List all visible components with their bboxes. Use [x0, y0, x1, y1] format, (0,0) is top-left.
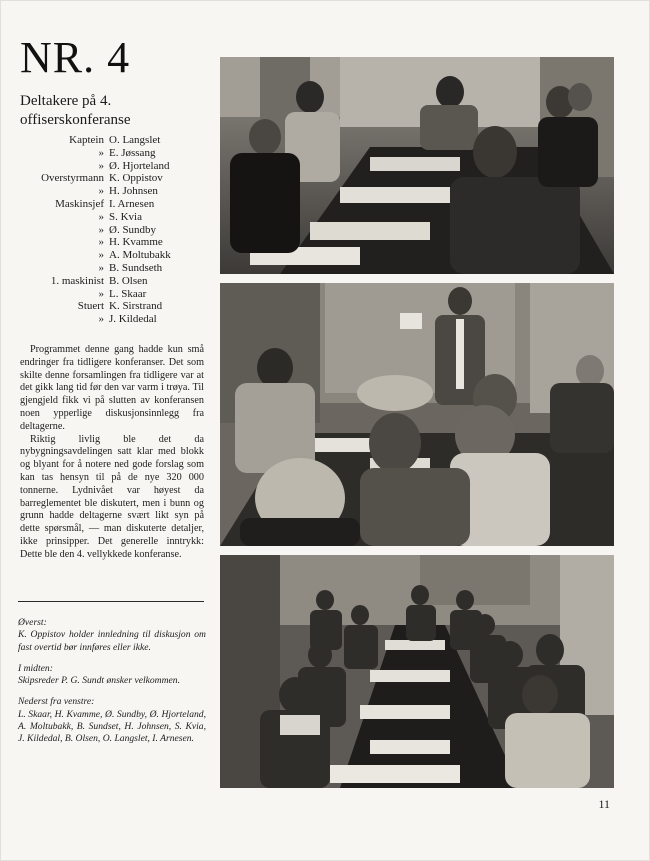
caption-label: I midten: — [18, 662, 53, 674]
roster-role: » — [98, 313, 104, 326]
page-number: 11 — [598, 797, 610, 811]
participant-roster — [18, 134, 218, 326]
roster-name: L. Skaar — [109, 287, 147, 300]
roster-role: » — [98, 261, 104, 274]
roster-name: E. Jøssang — [109, 146, 156, 159]
body-paragraph: Riktig livlig ble det da nybygningsavdelingen satt klar med blokk og blyant for å notere ned gode forslag som kan tas hensyn til på de nye 320 000 tonnerne. Lydnivået var høyest da barreglementet ble diskutert, men i bunn og grunn hadde deltagerne svært likt syn på dette spørsmål, — man diskuterte detaljer, ikke prinsipper. Det generelle inntrykk: Dette ble den 4. vellykkede konferanse. — [20, 433, 204, 560]
roster-name: J. Kildedal — [109, 313, 157, 326]
roster-role: Kaptein — [69, 134, 104, 146]
photo-top-image — [220, 57, 614, 274]
caption-text: Skipsreder P. G. Sundt ønsker velkommen. — [18, 675, 180, 687]
roster-row — [18, 236, 218, 249]
roster-row — [18, 160, 218, 173]
roster-row — [18, 262, 218, 275]
roster-row — [18, 134, 218, 147]
roster-name: Ø. Sundby — [109, 223, 157, 236]
roster-name: S. Kvia — [109, 210, 142, 223]
roster-name: A. Moltubakk — [109, 249, 171, 262]
article-subheading: Deltakere på 4. offiserskonferanse — [20, 93, 131, 128]
roster-row — [18, 185, 218, 198]
roster-name: B. Olsen — [109, 274, 148, 287]
roster-role: 1. maskinist — [50, 274, 104, 287]
caption-label: Nederst fra venstre: — [18, 696, 95, 708]
roster-role: » — [98, 210, 104, 223]
roster-name: O. Langslet — [109, 134, 161, 146]
caption-text: L. Skaar, H. Kvamme, Ø. Sundby, Ø. Hjorteland, A. Moltubakk, B. Sundset, H. Johnsen, S. Kvia, J. Kildedal, B. Olsen, O. Langslet, I. Arnesen. — [18, 708, 206, 745]
roster-role: » — [98, 287, 104, 300]
roster-role: » — [98, 223, 104, 236]
roster-row — [18, 288, 218, 301]
roster-role: » — [98, 249, 104, 262]
article-heading: NR. 4 — [20, 33, 131, 82]
photo-middle-image — [220, 283, 614, 546]
roster-row — [18, 172, 218, 185]
photo-welcome-speech — [220, 283, 614, 546]
roster-role: » — [98, 185, 104, 198]
caption-bottom-photo — [18, 696, 206, 745]
caption-divider — [18, 601, 204, 602]
roster-row — [18, 198, 218, 211]
roster-role: » — [98, 146, 104, 159]
roster-name: K. Sirstrand — [109, 300, 163, 313]
roster-name: Ø. Hjorteland — [109, 159, 170, 172]
roster-role: Overstyrmann — [41, 172, 104, 185]
roster-name: B. Sundseth — [109, 261, 163, 274]
caption-top-photo — [18, 617, 206, 654]
roster-role: » — [98, 236, 104, 249]
photo-group-long-table — [220, 555, 614, 788]
photo-bottom-image — [220, 555, 614, 788]
roster-row — [18, 147, 218, 160]
roster-row — [18, 275, 218, 288]
roster-row — [18, 300, 218, 313]
caption-text: K. Oppistov holder innledning til diskusjon om fast overtid bør innføres eller ikke. — [18, 629, 206, 653]
roster-role: » — [98, 159, 104, 172]
photo-captions — [18, 617, 206, 755]
roster-name: K. Oppistov — [109, 172, 163, 185]
caption-label: Øverst: — [18, 617, 47, 628]
caption-middle-photo — [18, 663, 206, 688]
roster-name: H. Kvamme — [109, 236, 163, 249]
roster-name: I. Arnesen — [109, 197, 155, 210]
roster-role: Maskinsjef — [55, 197, 104, 210]
roster-name: H. Johnsen — [109, 185, 158, 198]
roster-row — [18, 313, 218, 326]
roster-row — [18, 211, 218, 224]
roster-row — [18, 249, 218, 262]
article-body — [20, 344, 204, 562]
body-paragraph: Programmet denne gang hadde kun små endringer fra tidligere konferanser. Det som skilte denne forsamlingen fra tidligere var at det gikk lang tid før den var varm i trøya. Til gjengjeld fikk vi på slutten av konferansen noen ypperlige diskusjonsinnlegg fra deltagerne. — [20, 344, 204, 432]
roster-role: Stuert — [77, 300, 104, 313]
photo-conference-table-top — [220, 57, 614, 274]
roster-row — [18, 224, 218, 237]
